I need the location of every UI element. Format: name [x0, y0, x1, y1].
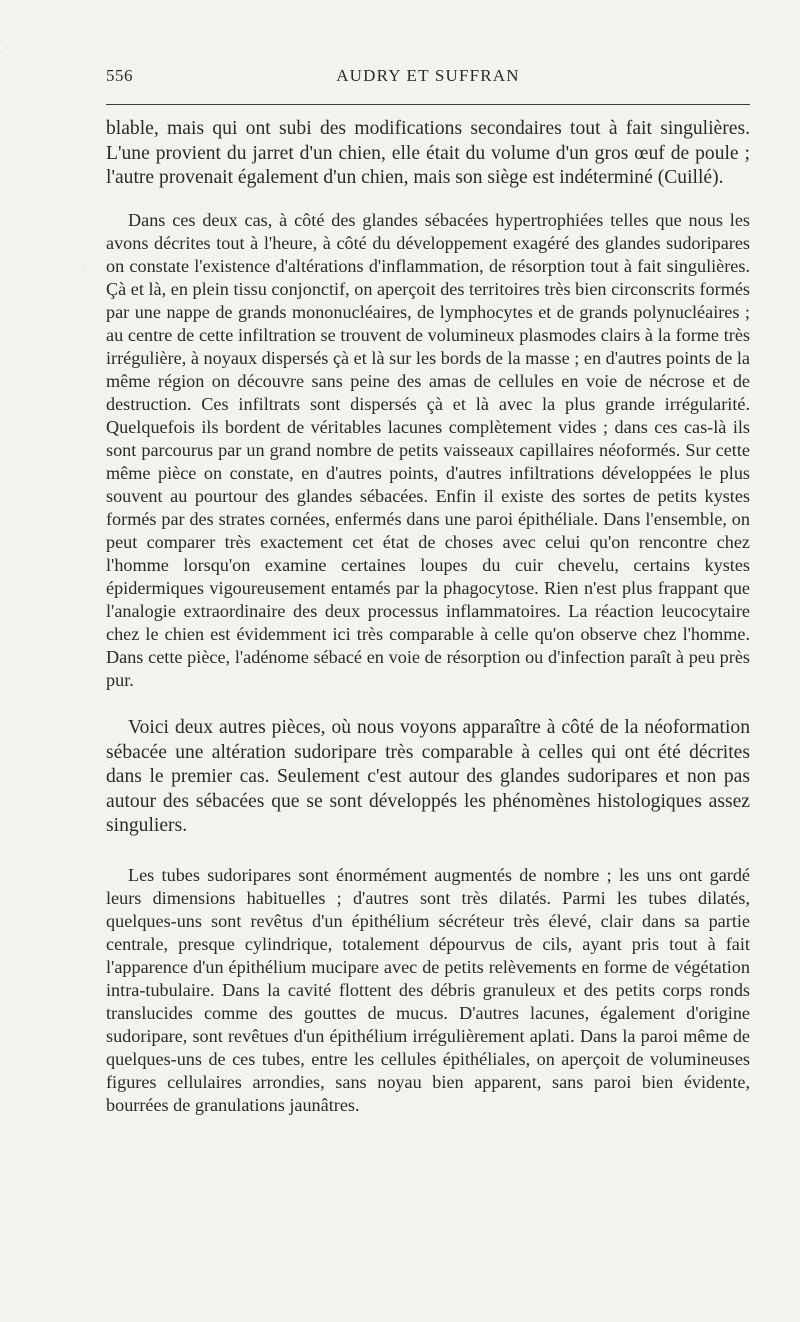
running-head — [106, 66, 750, 92]
body-text — [106, 117, 750, 1118]
running-title: AUDRY ET SUFFRAN — [336, 66, 520, 85]
paragraph-inflammation: Dans ces deux cas, à côté des glandes sébacées hypertrophiées telles que nous les avons décrites tout à l'heure, à côté du développement exagéré des glandes sudoripares on constate l'existence d'altérations d'inflammation, de résorption tout à fait singulières. Çà et là, en plein tissu conjonctif, on aperçoit des territoires très bien circonscrits formés par une nappe de grands mononucléaires, de lymphocytes et de grands polynucléaires ; au centre de cette infiltration se trouvent de volumineux plasmodes clairs à la forme très irrégulière, à noyaux dispersés çà et là sur les bords de la masse ; en d'autres points de la même région on découvre sans peine des amas de cellules en voie de nécrose et de destruction. Ces infiltrats sont dispersés çà et là avec la plus grande irrégularité. Quelquefois ils bordent de véritables lacunes complètement vides ; dans ces cas-là ils sont parcourus par un grand nombre de petits vaisseaux capillaires néoformés. Sur cette même pièce on constate, en d'autres points, d'autres infiltrations développées le plus souvent au pourtour des glandes sébacées. Enfin il existe des sortes de petits kystes formés par des strates cornées, enfermés dans une paroi épithéliale. Dans l'ensemble, on peut comparer très exactement cet état de choses avec celui qu'on rencontre chez l'homme lorsqu'on examine certaines loupes du cuir chevelu, certains kystes épidermiques vigoureusement entamés par la phagocytose. Rien n'est plus frappant que l'analogie extraordinaire des deux processus inflammatoires. La réaction leucocytaire chez le chien est évidemment ici très comparable à celle qu'on observe chez l'homme. Dans cette pièce, l'adénome sébacé en voie de résorption ou d'infection paraît à peu près pur. — [106, 209, 750, 691]
paper-speck — [6, 46, 9, 49]
paragraph-continuation: blable, mais qui ont subi des modifications secondaires tout à fait singulières. L'une provient du jarret d'un chien, elle était du volume d'un gros œuf de poule ; l'autre provenait également d'un chien, mais son siège est indéterminé (Cuillé). — [106, 118, 750, 188]
paragraph-sweat-tubes: Les tubes sudoripares sont énormément augmentés de nombre ; les uns ont gardé leurs dimensions habituelles ; d'autres sont très dilatés. Parmi les tubes dilatés, quelques-uns sont revêtus d'un épithélium sécréteur très élevé, clair dans sa partie centrale, presque cylindrique, totalement dépourvus de cils, ayant pris tout à fait l'apparence d'un épithélium mucipare avec de petits relèvements en forme de végétation intra-tubulaire. Dans la cavité flottent des débris granuleux et des petits corps ronds translucides comme des gouttes de mucus. D'autres lacunes, également d'origine sudoripare, sont revêtues d'un épithélium irrégulièrement aplati. Dans la paroi même de quelques-uns de ces tubes, entre les cellules épithéliales, on aperçoit de volumineuses figures cellulaires arrondies, sans noyau bien apparent, sans paroi bien évidente, bourrées de granulations jaunâtres. — [106, 864, 750, 1116]
paragraph-two-other-pieces: Voici deux autres pièces, où nous voyons apparaître à côté de la néoformation sébacée une altération sudoripare très comparable à celles qui ont été décrites dans le premier cas. Seulement c'est autour des glandes sudoripares et non pas autour des sébacées que se sont développés les phénomènes histologiques assez singuliers. — [106, 717, 750, 837]
paper-speck — [82, 268, 85, 271]
page-number: 556 — [106, 66, 133, 85]
header-rule — [106, 104, 750, 105]
